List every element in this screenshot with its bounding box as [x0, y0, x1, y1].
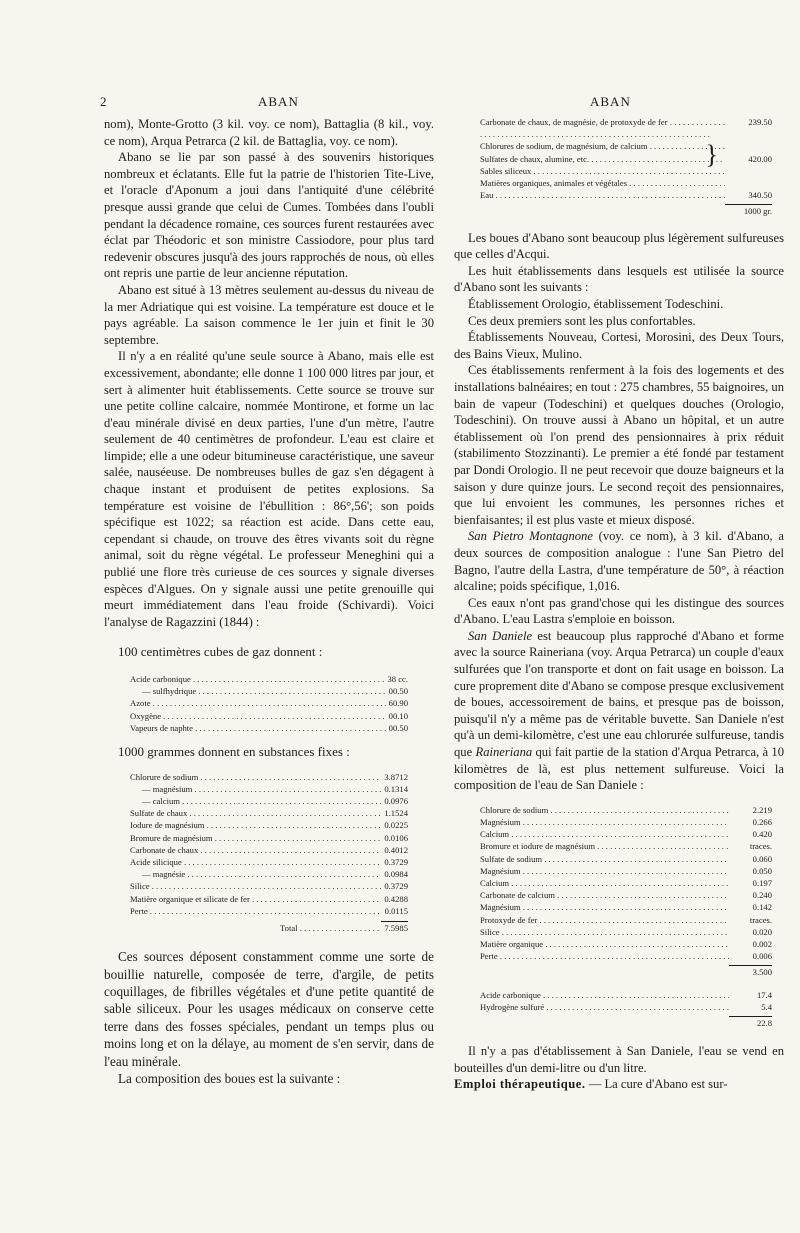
paragraph: Établissements Nouveau, Cortesi, Morosini, des Deux Tours, des Bains Vieux, Mulino.	[454, 330, 784, 361]
row-value: 17.4	[756, 989, 772, 1000]
table-row	[130, 832, 408, 844]
row-label: Chlorure de sodium . . .	[480, 804, 729, 816]
row-label: — magnésie . . .	[130, 868, 381, 880]
daniele-gas-table	[480, 989, 772, 1030]
row-value: 0.0225	[384, 820, 408, 831]
table-row	[130, 819, 408, 831]
row-value: 38 cc.	[387, 674, 408, 684]
paragraph: Les huit établissements dans lesquels est utilisée la source d'Abano sont les suivants :	[454, 263, 784, 295]
row-value: 0.3729	[384, 881, 408, 892]
total-value: 22.8	[729, 1016, 772, 1029]
table-row	[480, 828, 772, 840]
row-label: Magnésium . . .	[480, 816, 729, 828]
table-row	[480, 804, 772, 816]
daniele-composition-table	[480, 804, 772, 979]
row-label: — calcium . . .	[130, 795, 381, 807]
place-name: Raineriana	[475, 745, 533, 760]
table-row	[130, 905, 408, 917]
row-value: 0.142	[752, 902, 772, 913]
table-row	[480, 914, 772, 926]
table-total-row	[480, 965, 772, 978]
row-label: Carbonate de calcium . . .	[480, 889, 729, 901]
paragraph-text: — La cure d'Abano est sur-	[585, 1077, 728, 1092]
table-total-row	[480, 1016, 772, 1029]
right-column	[454, 116, 784, 1093]
table-row	[480, 816, 772, 828]
table-row	[130, 893, 408, 905]
total-value: 1000 gr.	[725, 204, 772, 217]
row-label: Hydrogène sulfuré . . .	[480, 1001, 729, 1013]
row-value: 0.006	[752, 951, 772, 962]
row-label: Sulfate de sodium . . .	[480, 853, 729, 865]
row-label: — sulfhydrique . . .	[130, 685, 386, 697]
left-column	[104, 116, 434, 1088]
row-label: Bromure et iodure de magnésium . . .	[480, 840, 729, 852]
row-label: Carbonate de chaux . . .	[130, 844, 381, 856]
place-name: San Pietro Montagnone	[468, 529, 593, 544]
table-row	[130, 673, 408, 685]
row-label: Acide carbonique . . .	[480, 989, 729, 1001]
table-row	[480, 153, 772, 165]
row-label: Eau . . .	[480, 189, 725, 201]
table-row	[480, 865, 772, 877]
table-row	[130, 722, 408, 734]
row-value: 0.060	[752, 853, 772, 864]
mud-composition-table	[480, 116, 772, 218]
table-row	[480, 165, 772, 177]
row-label: Perte . . .	[130, 905, 382, 917]
table-row	[130, 685, 408, 697]
row-value: 60.90	[388, 698, 408, 709]
paragraph: Les boues d'Abano sont beaucoup plus légèrement sulfureuses que celles d'Acqui.	[454, 230, 784, 262]
page-number: 2	[100, 94, 107, 109]
table-row	[480, 840, 772, 852]
row-label: Oxygène . . .	[130, 710, 386, 722]
brace-glyph: }	[705, 140, 718, 170]
table-row	[480, 177, 772, 189]
table-row	[480, 938, 772, 950]
solids-table-title: 1000 grammes donnent en substances fixes :	[118, 744, 350, 760]
row-value: traces.	[749, 914, 772, 925]
row-value: 239.50	[748, 117, 772, 127]
row-value: 0.4012	[384, 844, 408, 855]
row-label: Matières organiques, animales et végétales . . .	[480, 177, 725, 189]
table-row	[480, 989, 772, 1001]
row-label: Matière organique et silicate de fer . . .	[130, 893, 381, 905]
row-label: Perte . . .	[480, 950, 729, 962]
row-value: 0.0976	[384, 796, 408, 807]
row-label: Magnésium . . .	[480, 865, 729, 877]
table-row	[130, 783, 408, 795]
table-row	[480, 950, 772, 962]
paragraph: La composition des boues est la suivante :	[118, 1071, 341, 1087]
row-label: Vapeurs de naphte . . .	[130, 722, 386, 734]
paragraph: Abano est situé à 13 mètres seulement au-dessus du niveau de la mer Adriatique qui est voisine. La température est douce et le pays agréable. La saison commence le 1er juin et finit le 30 septembre.	[104, 282, 434, 347]
gas-table-title: 100 centimètres cubes de gaz donnent :	[118, 644, 323, 660]
row-label: Acide silicique . . .	[130, 856, 381, 868]
braced-group	[480, 140, 772, 189]
table-row	[480, 926, 772, 938]
row-label: Sulfates de chaux, alumine, etc. . . .	[480, 153, 725, 165]
paragraph: Ces établissements renferment à la fois des logements et des installations balnéaires; en tout : 275 chambres, 55 baignoires, un bain de vapeur (Todeschini) et quelques douches (Orologio, Todeschini). On trouve aussi à Abano un hôpital, et un autre établissement où l'on prend des pensionnaires à prix réduit (stabilimento Stozzinanti). Le premier a été fondé par testament par Dondi Orologio. Il ne peut recevoir que douze baigneurs et la saison y dure quinze jours. Le second reçoit des pensionnaires, que lui envoient les communes, les personnes riches et bienfaisantes; il est plus vaste et mieux disposé.	[454, 363, 784, 527]
row-value: 3.8712	[384, 771, 408, 782]
paragraph	[454, 1076, 784, 1093]
table-row	[130, 856, 408, 868]
row-label: Silice . . .	[130, 880, 381, 892]
row-value: 0.240	[752, 890, 772, 901]
paragraph-text: qui fait partie de la station d'Arqua Petrarca, à 10 kilomètres de là, est plus nettement sulfureuse. Voici la composition de l'eau de San Daniele :	[454, 745, 784, 793]
row-value: 0.002	[752, 939, 772, 950]
paragraph-text: (voy. ce nom), à 3 kil. d'Abano, a deux sources de composition analogue : l'une San Pietro del Bagno, l'autre della Lastra, d'une température de 50°, à réaction alcaline; poids spécifique, 1,016.	[454, 529, 784, 594]
row-label: Chlorure de sodium . . .	[130, 771, 381, 783]
row-value: 420.00	[748, 153, 772, 164]
paragraph: Ces sources déposent constamment comme une sorte de bouillie naturelle, composée de terre, d'argile, de petits coquillages, de fibrilles végétales et d'une petite quantité de sable siliceux. Pour les usages médicaux on conserve cette terre dans des fosses spéciales, pendant un temps plus ou moins long et on la délaye, au moment de s'en servir, dans de l'eau minérale.	[104, 949, 434, 1069]
paragraph: Établissement Orologio, établissement Todeschini.	[468, 297, 724, 311]
paragraph: Il n'y a en réalité qu'une seule source à Abano, mais elle est excessivement, abondante; elle donne 1 100 000 litres par jour, et sert à alimenter huit établissements. Cette source se trouve sur une petite colline calcaire, nommée Montirone, et forme un lac d'eau minérale divisé en deux parties, l'une d'un mètre, l'autre seulement de 40 centimètres de profondeur. L'eau est claire et limpide; elle a une odeur bitumineuse caractéristique, une saveur salée, nauséeuse. De nombreuses bulles de gaz s'en dégagent à chaque instant et produisent de petites explosions. Sa température est voisine de l'ébullition : 86°,56'; son poids spécifique est 1022; sa réaction est acide. Dans cette eau, cependant si chaude, on trouve des êtres vivants soit du règne animal, soit du règne végétal. Le professeur Meneghini qui a publié une flore très curieuse de ces sources y signale diverses espèces d'Algues. On y signale aussi une petite grenouille qui meurt immédiatement dans l'eau froide (Schivardi). Voici l'analyse de Ragazzini (1844) :	[104, 349, 434, 629]
table-row	[130, 807, 408, 819]
paragraph: Il n'y a pas d'établissement à San Daniele, l'eau se vend en bouteilles d'un demi-litre ou d'un litre.	[454, 1044, 784, 1075]
table-row	[130, 880, 408, 892]
row-value: 0.4288	[384, 893, 408, 904]
row-label: Matière organique . . .	[480, 938, 729, 950]
row-value: 0.0115	[384, 905, 408, 916]
row-value: 2.219	[752, 804, 772, 815]
row-label: Iodure de magnésium . . .	[130, 819, 381, 831]
page-header	[0, 94, 800, 114]
row-label: Calcium . . .	[480, 877, 729, 889]
row-label: Magnésium . . .	[480, 901, 729, 913]
total-value: 7.5985	[381, 921, 408, 934]
row-label: Sulfate de chaux . . .	[130, 807, 381, 819]
paragraph: Ces eaux n'ont pas grand'chose qui les distingue des sources d'Abano. L'eau Lastra s'emploie en boisson.	[454, 595, 784, 627]
row-value: 0.266	[752, 817, 772, 828]
row-value: 0.050	[752, 865, 772, 876]
running-head-right: ABAN	[590, 94, 631, 109]
paragraph	[454, 628, 784, 794]
table-row	[130, 795, 408, 807]
place-name: San Daniele	[468, 628, 533, 643]
row-value: 0.0984	[384, 869, 408, 880]
table-row	[480, 189, 772, 201]
paragraph: Ces deux premiers sont les plus confortables.	[468, 313, 696, 328]
row-label: Carbonate de chaux, de magnésie, de protoxyde de fer . . .	[480, 116, 725, 140]
running-head-left: ABAN	[258, 94, 299, 109]
table-row	[480, 1001, 772, 1013]
row-label: Chlorures de sodium, de magnésium, de calcium . . .	[480, 140, 725, 152]
total-label: Total . . .	[130, 922, 381, 934]
row-label: Bromure de magnésium . . .	[130, 832, 381, 844]
table-row	[480, 889, 772, 901]
paragraph	[454, 528, 784, 594]
row-label: Acide carbonique . . .	[130, 673, 384, 685]
row-label: Silice . . .	[480, 926, 729, 938]
table-row	[480, 853, 772, 865]
total-value: 3.500	[729, 965, 772, 978]
table-row	[130, 697, 408, 709]
table-row	[480, 116, 772, 140]
gas-table	[130, 673, 408, 734]
row-value: 0.197	[752, 878, 772, 889]
row-value: 00.50	[388, 686, 408, 697]
table-row	[130, 771, 408, 783]
row-label: Calcium . . .	[480, 828, 729, 840]
paragraph-text: est beaucoup plus rapproché d'Abano et forme avec la source Raineriana (voy. Arqua Petrarca) un couple d'eaux sulfurées que l'on transporte et dont on fait usage en boisson. La cure proprement dite d'Abano se compose presque exclusivement de boues, accessoirement de bains, et presque pas de boisson, puisqu'il n'y a même pas de véritable buvette. San Daniele n'est qu'à un demi-kilomètre, c'est une eau chlorurée sulfureuse, tandis que	[454, 628, 785, 760]
row-value: 1.1524	[384, 808, 408, 819]
table-total-row	[480, 204, 772, 217]
row-value: 0.1314	[384, 783, 408, 794]
row-value: 00.50	[388, 722, 408, 733]
row-value: 340.50	[748, 190, 772, 201]
row-value: 00.10	[388, 710, 408, 721]
row-value: 0.020	[752, 926, 772, 937]
row-value: 0.0106	[384, 832, 408, 843]
row-value: 0.3729	[384, 857, 408, 868]
solids-table	[130, 771, 408, 935]
row-label: — magnésium . . .	[130, 783, 381, 795]
row-value: traces.	[749, 841, 772, 852]
paragraph: Abano se lie par son passé à des souvenirs historiques nombreux et éclatants. Elle fut la patrie de l'historien Tite-Live, et l'oracle d'Aponum a joui dans l'antiquité d'une célébrité presque aussi grande que celui de Cumes. Tombées dans l'oubli pendant la décadence romaine, ces sources furent restaurées avec éclat par Théodoric et son ministre Cassiodore, pour plus tard redevenir obscures jusqu'à des jours rapprochés de nous, où elles ont repris une partie de leur ancienne réputation.	[104, 150, 434, 281]
table-row	[130, 868, 408, 880]
table-row	[480, 877, 772, 889]
table-row	[480, 901, 772, 913]
row-value: 0.420	[752, 829, 772, 840]
row-label: Protoxyde de fer . . .	[480, 914, 729, 926]
table-row	[130, 710, 408, 722]
table-row	[480, 140, 772, 152]
row-value: 5.4	[761, 1001, 772, 1012]
row-label: Azote . . .	[130, 697, 386, 709]
paragraph: nom), Monte-Grotto (3 kil. voy. ce nom), Battaglia (8 kil., voy. ce nom), Arqua Petrarca (2 kil. de Battaglia, voy. ce nom).	[104, 117, 434, 148]
row-label: Sables siliceux . . .	[480, 165, 725, 177]
section-heading: Emploi thérapeutique.	[454, 1077, 586, 1092]
table-total-row	[130, 921, 408, 934]
table-row	[130, 844, 408, 856]
